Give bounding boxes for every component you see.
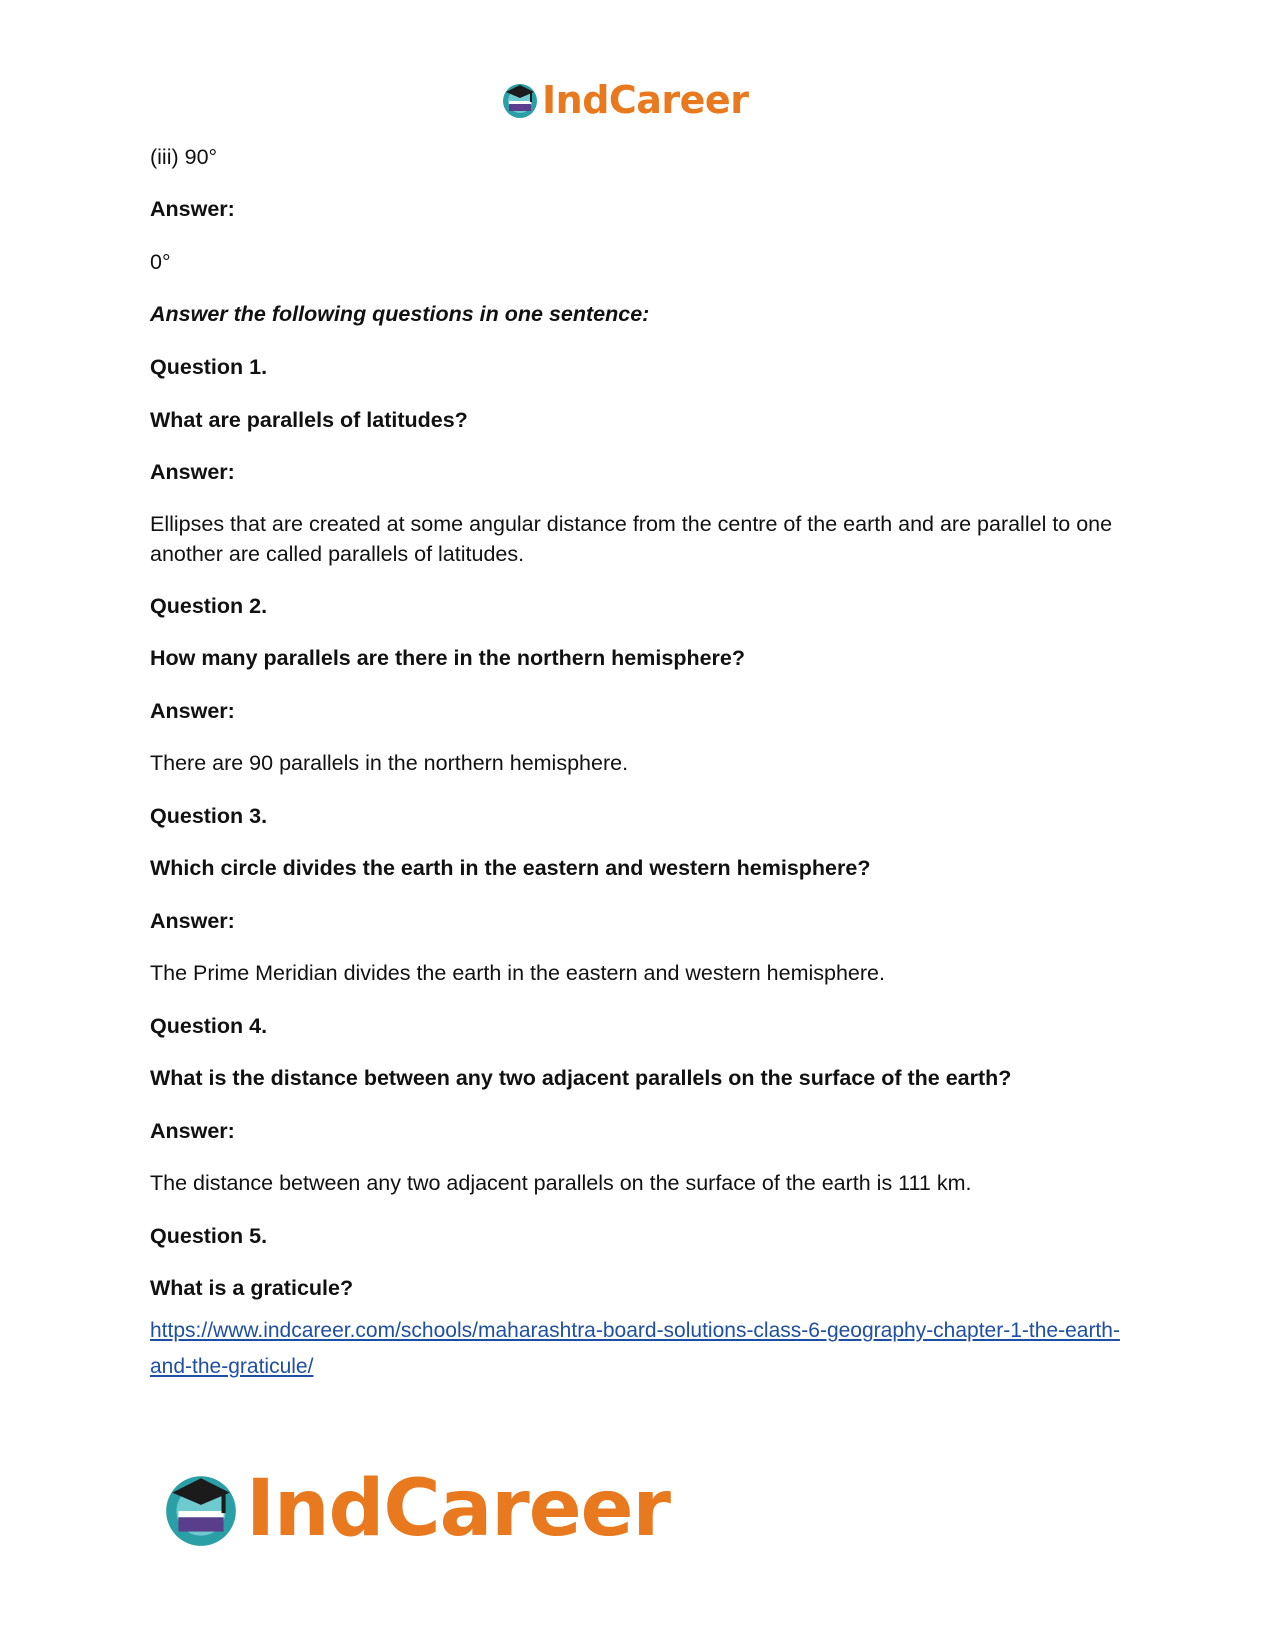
answer-4-label: Answer: — [150, 1119, 235, 1143]
indcareer-logo-header — [500, 80, 748, 120]
logo-wordmark: IndCareer — [246, 1464, 670, 1554]
answer-3-label: Answer: — [150, 909, 235, 933]
question-2-text: How many parallels are there in the northern hemisphere? — [150, 646, 745, 670]
answer-2-text: There are 90 parallels in the northern hemisphere. — [150, 751, 629, 775]
question-1-text: What are parallels of latitudes? — [150, 408, 468, 432]
question-4-label: Question 4. — [150, 1014, 268, 1038]
logo-wordmark: IndCareer — [542, 78, 749, 122]
option-iii: (iii) 90° — [150, 145, 218, 169]
question-5-label: Question 5. — [150, 1224, 268, 1248]
graduation-cap-globe-icon — [500, 80, 540, 120]
answer-4-text: The distance between any two adjacent parallels on the surface of the earth is 111 km. — [150, 1171, 972, 1195]
question-1-label: Question 1. — [150, 355, 268, 379]
question-4-text: What is the distance between any two adjacent parallels on the surface of the earth? — [150, 1066, 1012, 1090]
answer-label: Answer: — [150, 197, 235, 221]
graduation-cap-globe-icon — [160, 1468, 242, 1550]
section-heading: Answer the following questions in one sentence: — [150, 302, 650, 326]
answer-1-text: Ellipses that are created at some angular distance from the centre of the earth and are parallel to one another are called parallels of latitudes. — [150, 512, 1113, 566]
indcareer-logo-footer — [160, 1464, 670, 1554]
answer-1-label: Answer: — [150, 460, 235, 484]
question-3-label: Question 3. — [150, 804, 268, 828]
answer-2-label: Answer: — [150, 699, 235, 723]
question-2-label: Question 2. — [150, 594, 268, 618]
source-link[interactable]: https://www.indcareer.com/schools/maharashtra-board-solutions-class-6-geography-chapter-1-the-earth-and-the-graticule/ — [150, 1319, 1120, 1378]
question-3-text: Which circle divides the earth in the eastern and western hemisphere? — [150, 856, 871, 880]
answer-text: 0° — [150, 250, 171, 274]
question-5-text: What is a graticule? — [150, 1276, 354, 1300]
answer-3-text: The Prime Meridian divides the earth in the eastern and western hemisphere. — [150, 961, 885, 985]
